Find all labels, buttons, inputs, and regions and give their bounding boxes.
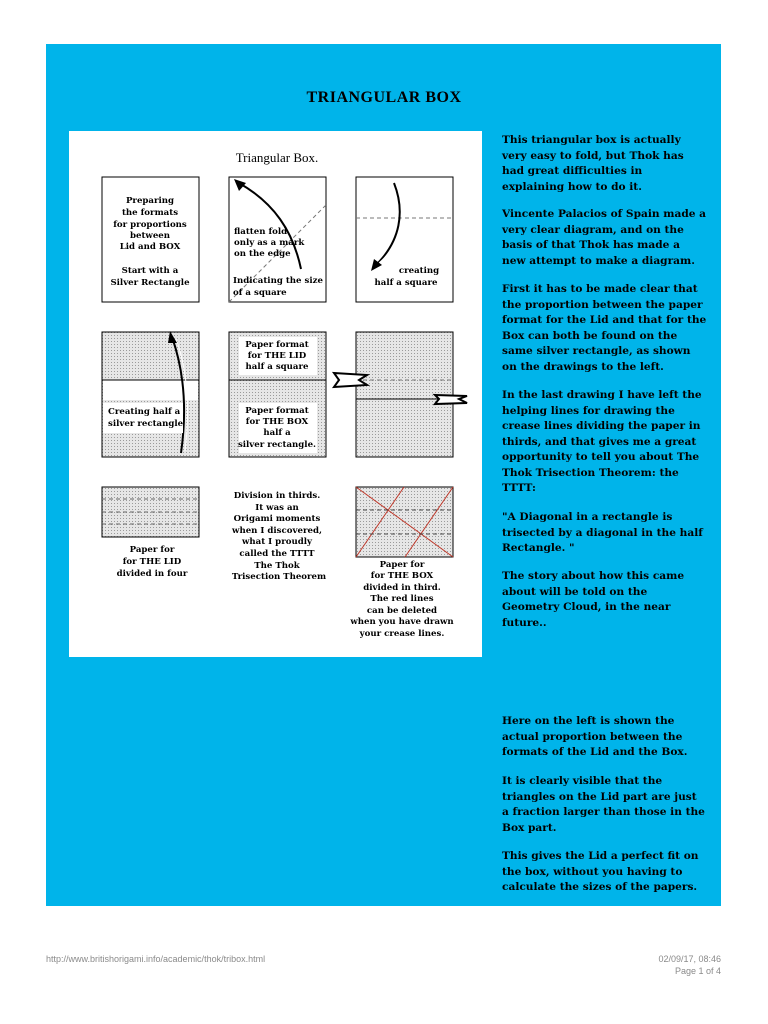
svg-text:Origami moments: Origami moments: [233, 514, 321, 524]
svg-text:for THE LID: for THE LID: [122, 557, 182, 567]
triangular-box-diagram: [69, 131, 482, 657]
step7-caption: [117, 545, 188, 579]
svg-text:divided in four: divided in four: [116, 569, 188, 579]
paragraph-perfect-fit: This gives the Lid a perfect fit on the box, without you having to calculate the sizes of the papers.: [502, 850, 699, 893]
svg-text:can be deleted: can be deleted: [366, 606, 438, 616]
svg-text:It was an: It was an: [255, 503, 299, 513]
svg-text:the formats: the formats: [121, 208, 179, 218]
paragraph-intro: This triangular box is actually very easy to fold, but Thok has had great difficulties in explaining how to do it.: [502, 134, 684, 193]
footer-datetime: 02/09/17, 08:46: [658, 954, 721, 964]
svg-text:half a: half a: [263, 428, 291, 438]
footer-page-number: Page 1 of 4: [674, 966, 721, 976]
svg-text:of a square: of a square: [233, 288, 287, 298]
svg-text:when you have drawn: when you have drawn: [350, 617, 454, 627]
step5-top-text: [245, 340, 309, 372]
paragraph-story: The story about how this came about will be told on the Geometry Cloud, in the near future..: [502, 570, 685, 629]
svg-text:Creating half a: Creating half a: [108, 407, 181, 417]
diagram-title: Triangular Box.: [235, 150, 319, 165]
svg-text:divided in third.: divided in third.: [363, 583, 441, 593]
paragraph-palacios: Vincente Palacios of Spain made a very clear diagram, and on the basis of that Thok has made a new attempt to make a diagram.: [502, 208, 707, 267]
paragraph-theorem-quote: "A Diagonal in a rectangle is trisected by a diagonal in the half Rectangle. ": [502, 511, 703, 554]
step9-caption: [349, 560, 454, 639]
svg-text:Paper for: Paper for: [379, 560, 425, 570]
svg-text:what I proudly: what I proudly: [242, 537, 312, 547]
svg-text:The red lines: The red lines: [370, 594, 434, 604]
svg-text:half a square: half a square: [245, 362, 309, 372]
paragraph-last-drawing: In the last drawing I have left the helping lines for drawing the crease lines dividing the paper in thirds, and that gives me a great opportunity to tell you about The Thok Trisection Theorem: the TTTT:: [502, 389, 702, 494]
svg-text:on the edge: on the edge: [234, 249, 291, 259]
svg-text:Indicating the size: Indicating the size: [233, 276, 323, 286]
svg-text:flatten fold: flatten fold: [234, 227, 288, 237]
paragraph-triangles: It is clearly visible that the triangles on the Lid part are just a fraction larger than those in the Box part.: [502, 775, 705, 834]
page-title: TRIANGULAR BOX: [306, 89, 462, 106]
svg-text:only as a mark: only as a mark: [234, 238, 305, 248]
svg-text:between: between: [129, 231, 171, 241]
svg-text:Start with a: Start with a: [121, 266, 179, 276]
svg-text:Paper for: Paper for: [129, 545, 175, 555]
svg-text:silver rectangle.: silver rectangle.: [237, 440, 317, 450]
step8-caption: [231, 491, 326, 582]
svg-text:Division in thirds.: Division in thirds.: [233, 491, 321, 501]
svg-text:for THE BOX: for THE BOX: [370, 571, 434, 581]
svg-text:Paper format: Paper format: [245, 406, 309, 416]
svg-text:Trisection Theorem: Trisection Theorem: [231, 572, 327, 582]
svg-text:creating: creating: [398, 266, 440, 276]
svg-text:for THE BOX: for THE BOX: [245, 417, 309, 427]
step6-right-arrow: [435, 395, 467, 404]
svg-text:Paper format: Paper format: [245, 340, 309, 350]
paragraph-proportion: First it has to be made clear that the proportion between the paper format for the Lid and that for the Box can both be found on the same silver rectangle, as shown on the drawings to the left.: [502, 283, 707, 373]
svg-text:your crease lines.: your crease lines.: [359, 629, 445, 639]
svg-text:half a square: half a square: [374, 278, 438, 288]
footer-url[interactable]: http://www.britishorigami.info/academic/thok/tribox.html: [46, 954, 266, 964]
svg-text:for THE LID: for THE LID: [247, 351, 307, 361]
svg-text:Silver Rectangle: Silver Rectangle: [110, 278, 190, 288]
svg-text:called the TTTT: called the TTTT: [239, 549, 315, 559]
paragraph-actual-proportion: Here on the left is shown the actual proportion between the formats of the Lid and the Box.: [502, 715, 688, 758]
svg-text:Preparing: Preparing: [125, 196, 175, 206]
svg-text:Lid and BOX: Lid and BOX: [119, 242, 181, 252]
svg-text:silver rectangle: silver rectangle: [108, 419, 184, 429]
svg-text:The Thok: The Thok: [254, 561, 300, 571]
svg-text:when I discovered,: when I discovered,: [232, 526, 322, 536]
svg-text:for proportions: for proportions: [113, 220, 187, 230]
